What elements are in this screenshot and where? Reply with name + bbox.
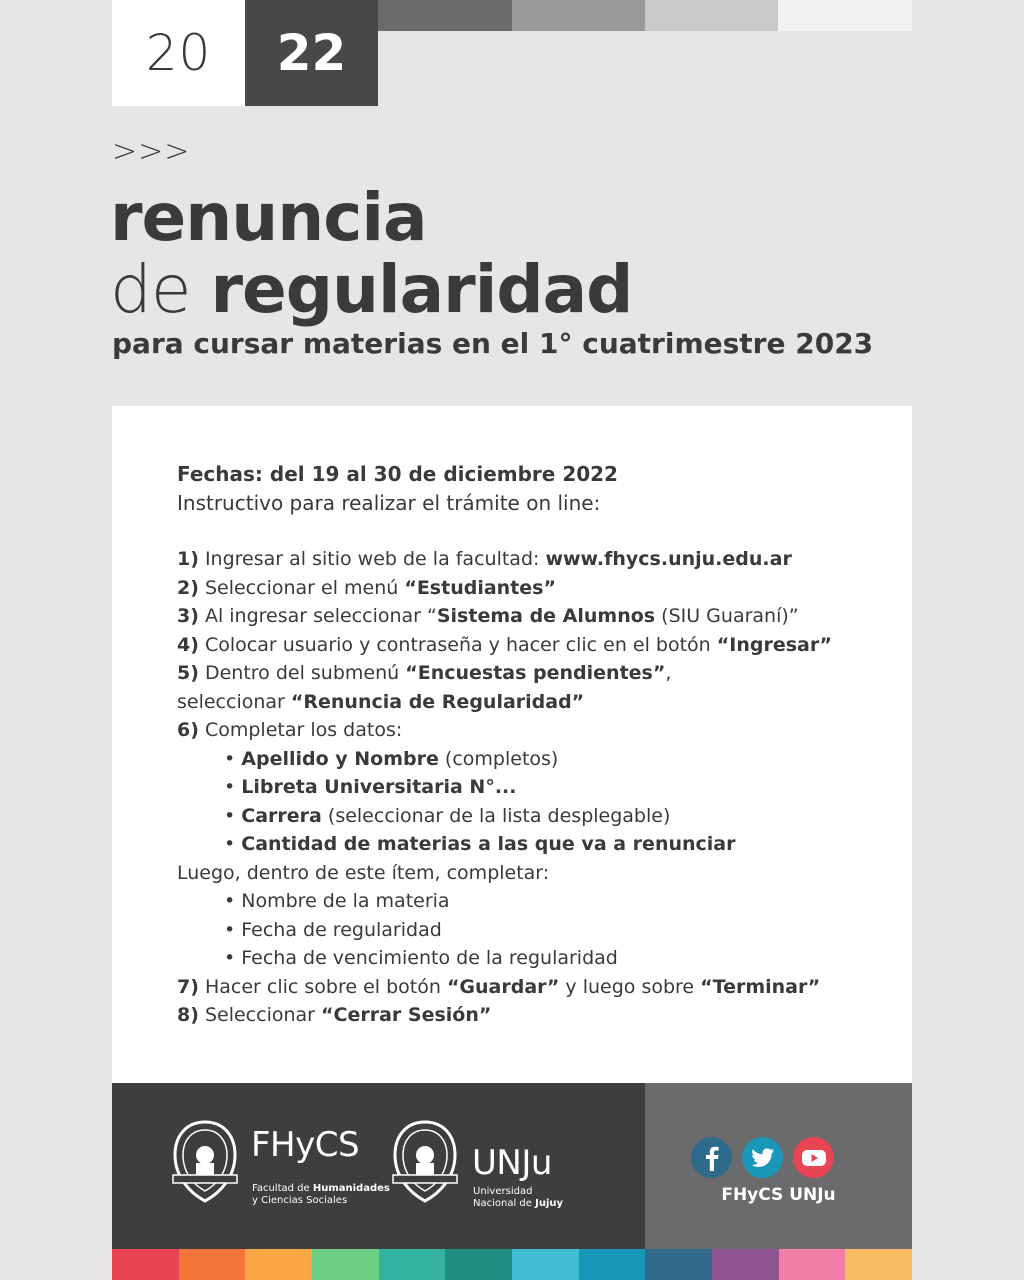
title-regularidad: regularidad xyxy=(210,251,633,328)
youtube-icon[interactable] xyxy=(793,1137,834,1178)
twitter-icon[interactable] xyxy=(742,1137,783,1178)
title-line-1: renuncia xyxy=(110,179,427,256)
fhycs-logo-subtitle: Facultad de Humanidades y Ciencias Sociales xyxy=(252,1183,390,1206)
step-6-item: • Libreta Universitaria N°... xyxy=(224,776,517,798)
social-brand: FHyCS UNJu xyxy=(721,1185,836,1205)
color-bar-segment xyxy=(112,1249,179,1280)
color-bar-segment xyxy=(245,1249,312,1280)
color-bar-segment xyxy=(379,1249,446,1280)
unju-logo-text: UNJu xyxy=(472,1143,552,1183)
header-strip-2 xyxy=(512,0,645,31)
color-bar-segment xyxy=(645,1249,712,1280)
step-4: 4) Colocar usuario y contraseña y hacer clic en el botón “Ingresar” xyxy=(177,633,833,656)
subtitle: para cursar materias en el 1° cuatrimestre 2023 xyxy=(112,327,874,360)
fechas: Fechas: del 19 al 30 de diciembre 2022 xyxy=(177,462,618,486)
footer-social xyxy=(645,1083,912,1249)
step-5-continued: seleccionar “Renuncia de Regularidad” xyxy=(177,690,585,713)
luego-item: • Fecha de regularidad xyxy=(224,918,442,941)
step-3: 3) Al ingresar seleccionar “Sistema de Alumnos (SIU Guaraní)” xyxy=(177,605,799,627)
color-bar-segment xyxy=(445,1249,512,1280)
unju-logo-subtitle: Universidad Nacional de Jujuy xyxy=(473,1186,564,1209)
header-strip-3 xyxy=(645,0,778,31)
social-icons xyxy=(691,1137,834,1178)
university-seal-icon xyxy=(390,1119,460,1205)
instructions-card xyxy=(112,406,912,1083)
color-bar-segment xyxy=(312,1249,379,1280)
luego-item: • Nombre de la materia xyxy=(224,890,450,912)
color-bar-segment xyxy=(845,1249,912,1280)
step-6-item: • Cantidad de materias a las que va a renunciar xyxy=(224,833,736,855)
facebook-icon[interactable] xyxy=(691,1137,732,1178)
step-8: 8) Seleccionar “Cerrar Sesión” xyxy=(177,1004,492,1026)
luego-item: • Fecha de vencimiento de la regularidad xyxy=(224,947,618,969)
luego-line: Luego, dentro de este ítem, completar: xyxy=(177,861,550,884)
header-strip-1 xyxy=(378,0,512,31)
color-bar-segment xyxy=(579,1249,646,1280)
step-2: 2) Seleccionar el menú “Estudiantes” xyxy=(177,576,556,599)
instructivo: Instructivo para realizar el trámite on line: xyxy=(177,490,601,515)
step-5: 5) Dentro del submenú “Encuestas pendientes”, xyxy=(177,662,672,684)
color-bar-segment xyxy=(512,1249,579,1280)
year-left: 20 xyxy=(112,0,245,106)
title-de: de xyxy=(110,251,191,328)
title-line-2 xyxy=(110,250,632,330)
header-strip-4 xyxy=(778,0,912,31)
instructions-content xyxy=(177,460,897,1030)
step-6: 6) Completar los datos: xyxy=(177,719,403,741)
color-bar-segment xyxy=(179,1249,246,1280)
fhycs-logo-text: FHyCS xyxy=(251,1125,360,1165)
color-bar-segment xyxy=(712,1249,779,1280)
color-bar-segment xyxy=(779,1249,846,1280)
website-link[interactable]: www.fhycs.unju.edu.ar xyxy=(545,548,792,570)
year-right: 22 xyxy=(245,0,378,106)
university-seal-icon xyxy=(170,1119,240,1205)
step-7: 7) Hacer clic sobre el botón “Guardar” y luego sobre “Terminar” xyxy=(177,975,821,998)
step-6-item: • Apellido y Nombre (completos) xyxy=(224,747,559,770)
footer-logos xyxy=(112,1083,645,1249)
step-1: 1) Ingresar al sitio web de la facultad: www.fhycs.unju.edu.ar xyxy=(177,548,792,570)
step-6-item: • Carrera (seleccionar de la lista desplegable) xyxy=(224,804,671,827)
arrows-decoration: >>> xyxy=(112,134,191,169)
